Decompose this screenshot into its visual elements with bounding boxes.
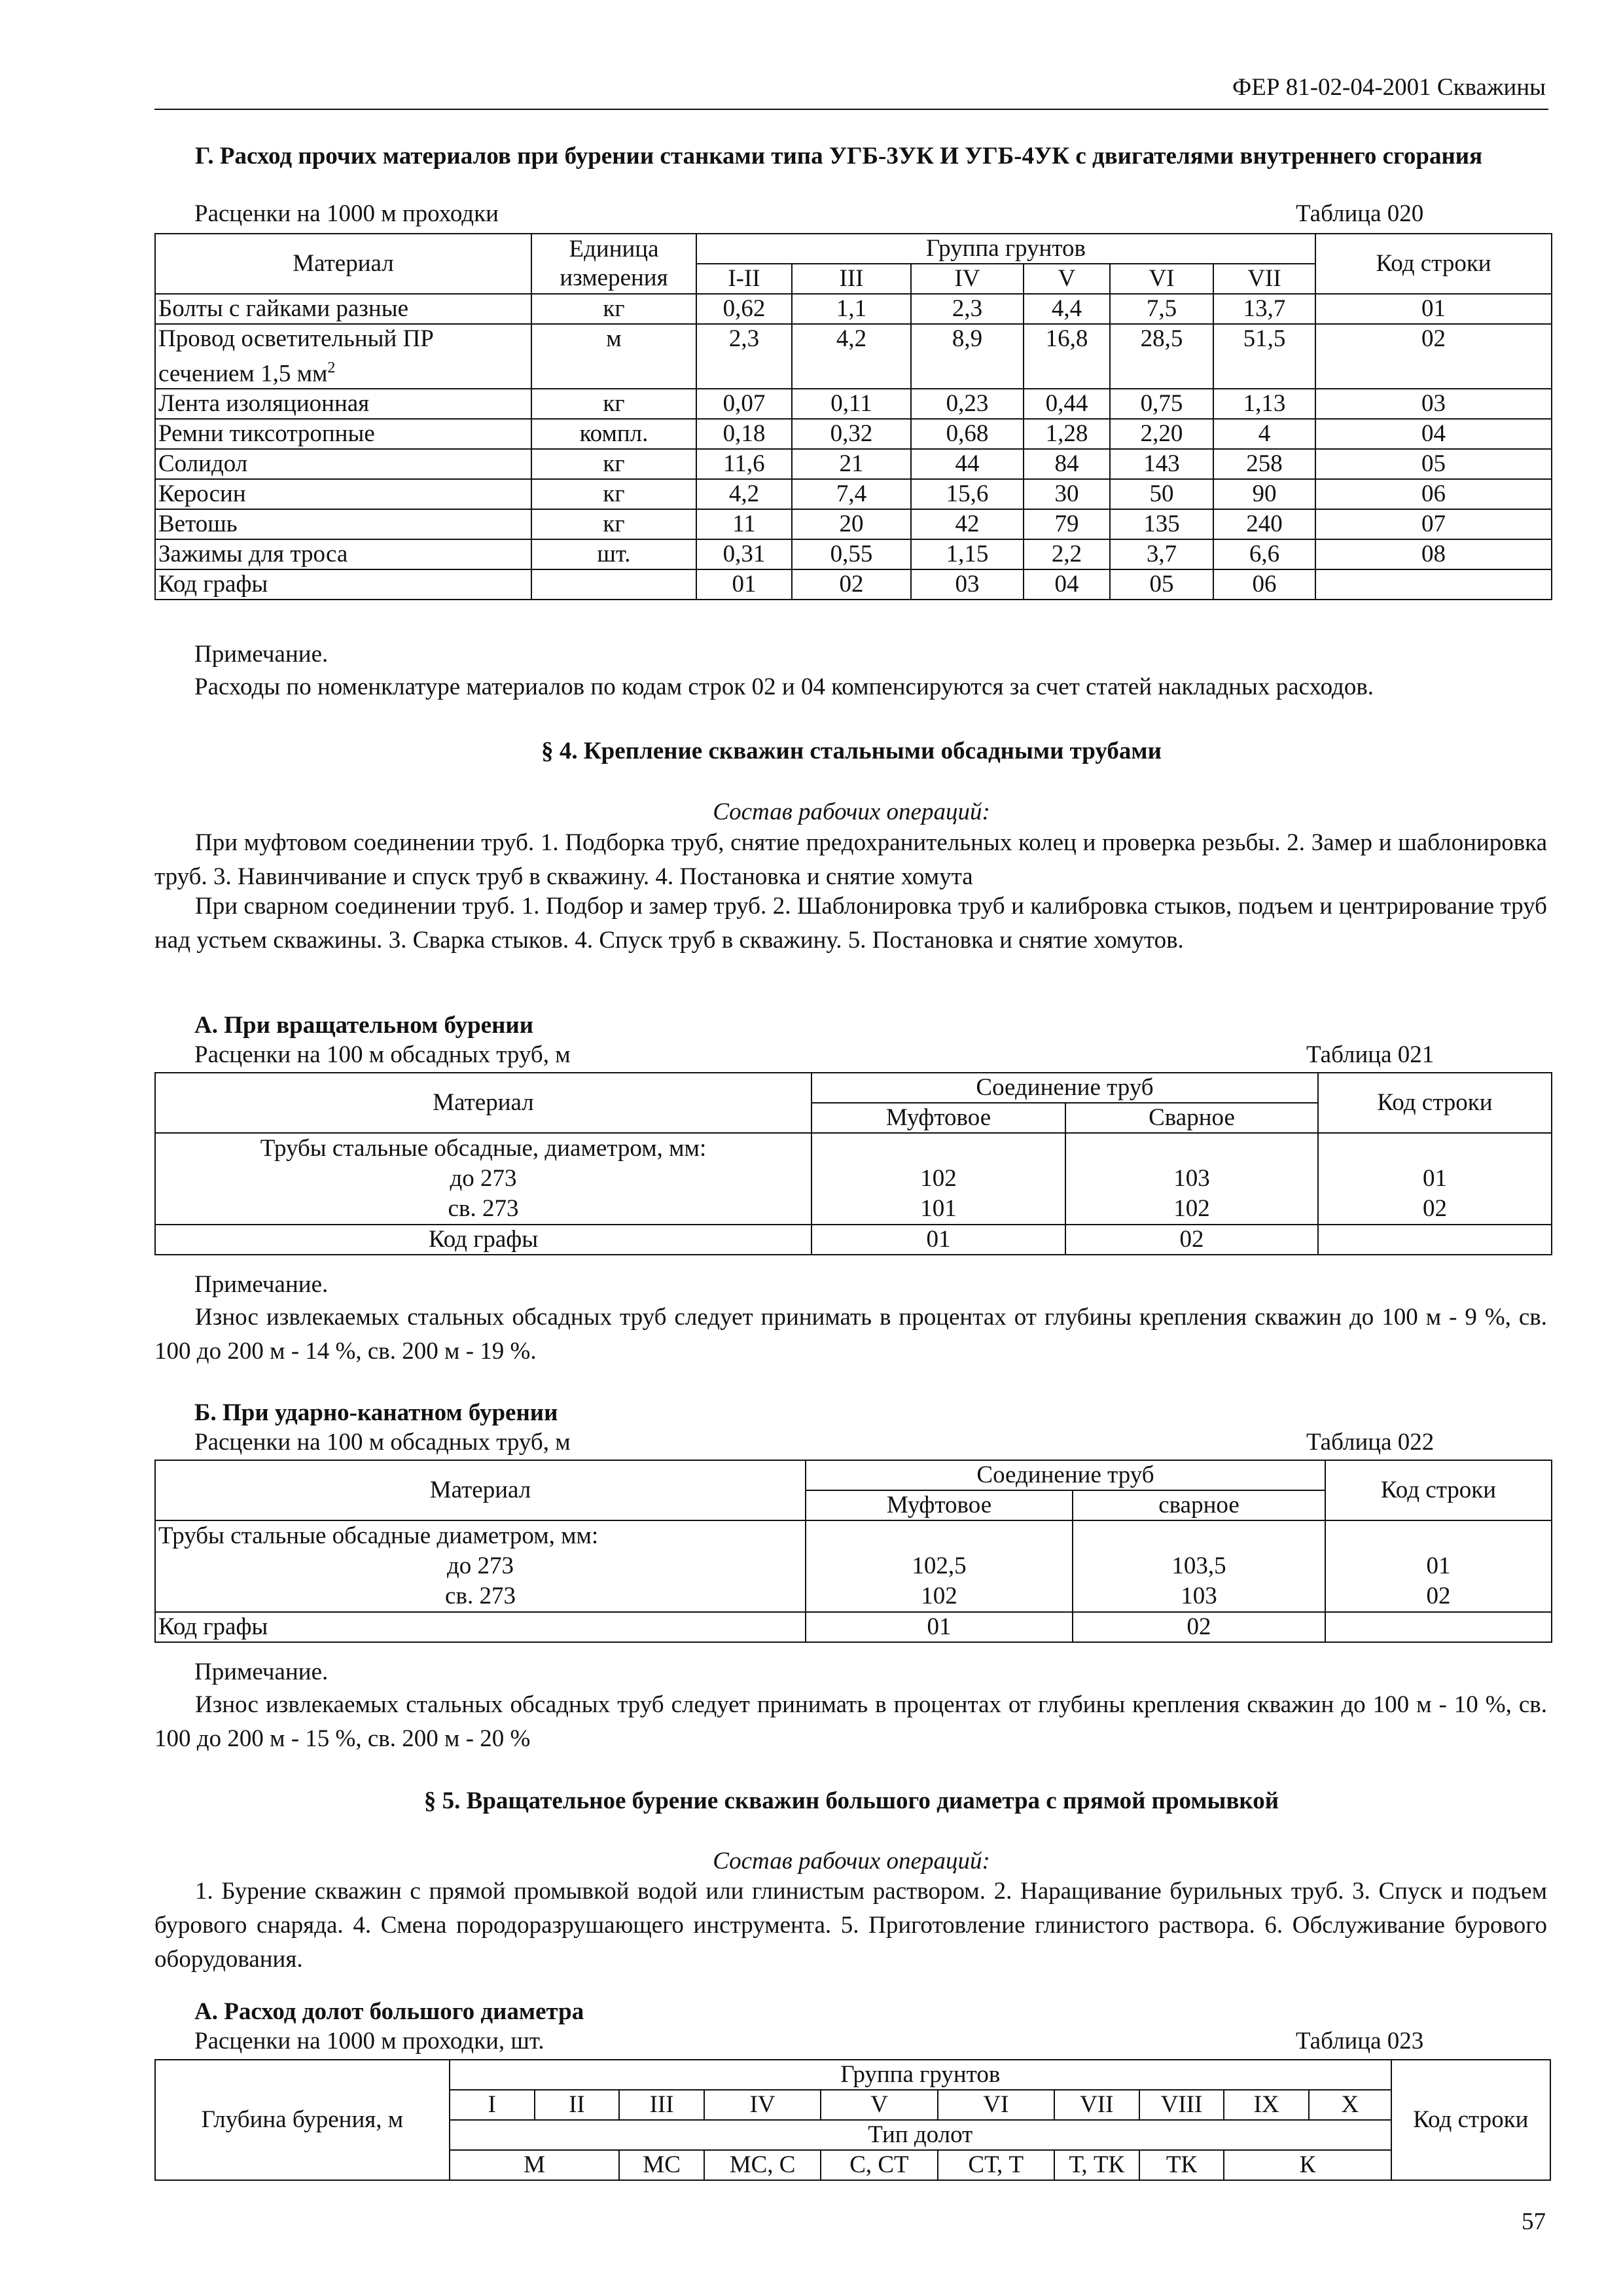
graph-code: 02 — [792, 569, 911, 600]
row-code: 01 — [1315, 294, 1552, 324]
row-code: 04 — [1315, 419, 1552, 449]
soil-group-header: X — [1309, 2090, 1391, 2120]
bit-type: М — [450, 2150, 619, 2180]
row-code: 03 — [1315, 389, 1552, 419]
material-name-text: Болты с гайками разные — [158, 295, 408, 322]
header-soil-group: Группа грунтов — [696, 234, 1315, 264]
consumption-value: 8,9 — [911, 324, 1024, 389]
consumption-value: 16,8 — [1024, 324, 1110, 389]
graph-code-label: Код графы — [155, 1612, 806, 1642]
consumption-value: 143 — [1110, 449, 1213, 479]
graph-code: 01 — [696, 569, 792, 600]
bit-type: К — [1224, 2150, 1391, 2180]
section-title-b: Б. При ударно-канатном бурении — [194, 1399, 558, 1426]
table-row — [155, 479, 1552, 509]
pipe-size: до 273 — [450, 1165, 517, 1192]
empty-cell — [531, 569, 696, 600]
graph-code: 03 — [911, 569, 1024, 600]
row-code: 07 — [1315, 509, 1552, 539]
note-text: Износ извлекаемых стальных обсадных труб следует принимать в процентах от глубины крепления скважин до 100 м - 10 %, св. 100 до 200 м - 15 %, св. 200 м - 20 % — [154, 1691, 1547, 1752]
header-material: Материал — [155, 1460, 806, 1520]
soil-group-header: I-II — [696, 264, 792, 294]
header-row-code: Код строки — [1325, 1460, 1552, 1520]
consumption-value: 2,3 — [696, 324, 792, 389]
graph-code: 02 — [1073, 1612, 1325, 1642]
pipe-size: св. 273 — [445, 1583, 516, 1609]
consumption-value: 0,23 — [911, 389, 1024, 419]
material-name-text: Лента изоляционная — [158, 390, 370, 418]
header-unit: Единица измерения — [531, 234, 696, 294]
consumption-value: 0,62 — [696, 294, 792, 324]
table-022 — [154, 1460, 1552, 1643]
header-rule — [154, 109, 1548, 110]
table-row — [155, 324, 1552, 389]
consumption-value: 0,31 — [696, 539, 792, 569]
value-welded: 103 — [1173, 1165, 1210, 1192]
rates-caption: Расценки на 1000 м проходки — [194, 200, 499, 227]
unit: шт. — [531, 539, 696, 569]
section-heading-4: § 4. Крепление скважин стальными обсадными трубами — [541, 738, 1162, 764]
table-021 — [154, 1072, 1552, 1255]
row-code: 08 — [1315, 539, 1552, 569]
consumption-value: 258 — [1213, 449, 1315, 479]
table-row — [155, 294, 1552, 324]
material-name-text: Ветошь — [158, 511, 238, 538]
table-023 — [154, 2059, 1551, 2181]
value-coupling: 101 — [920, 1195, 957, 1222]
row-code: 02 — [1423, 1195, 1448, 1222]
soil-group-header: IX — [1224, 2090, 1309, 2120]
consumption-value: 0,75 — [1110, 389, 1213, 419]
material-name-text: сечением 1,5 мм — [158, 360, 328, 387]
consumption-value: 11 — [696, 509, 792, 539]
row-code: 02 — [1315, 324, 1552, 389]
row-code: 05 — [1315, 449, 1552, 479]
material-name-text: Ремни тиксотропные — [158, 420, 375, 448]
consumption-value: 4,2 — [696, 479, 792, 509]
consumption-value: 2,3 — [911, 294, 1024, 324]
operations-paragraph-1: При муфтовом соединении труб. 1. Подборка труб, снятие предохранительных колец и проверка резьбы. 2. Замер и шаблонировка труб. 3. Навинчивание и спуск труб в скважину. 4. Постановка и снятие хомута — [154, 829, 1547, 890]
material-name-text: Провод осветительный ПР — [158, 325, 434, 352]
soil-group-header: VII — [1054, 2090, 1139, 2120]
consumption-value: 90 — [1213, 479, 1315, 509]
unit: кг — [531, 479, 696, 509]
header-bit-type: Тип долот — [450, 2120, 1391, 2150]
consumption-value: 3,7 — [1110, 539, 1213, 569]
consumption-value: 0,68 — [911, 419, 1024, 449]
soil-group-header: VI — [1110, 264, 1213, 294]
bit-type: МС, С — [704, 2150, 821, 2180]
superscript: 2 — [327, 359, 336, 376]
soil-group-header: VIII — [1139, 2090, 1224, 2120]
material-name-text: Керосин — [158, 480, 246, 508]
value-welded: 103,5 — [1171, 1552, 1226, 1579]
consumption-value: 2,20 — [1110, 419, 1213, 449]
note-label: Примечание. — [194, 1659, 329, 1685]
soil-group-header: II — [535, 2090, 620, 2120]
row-code: 01 — [1426, 1552, 1451, 1579]
consumption-value: 7,5 — [1110, 294, 1213, 324]
soil-group-header: III — [792, 264, 911, 294]
header-connection: Соединение труб — [806, 1460, 1325, 1490]
soil-group-header: IV — [911, 264, 1024, 294]
table-number: Таблица 020 — [1296, 200, 1424, 227]
consumption-value: 13,7 — [1213, 294, 1315, 324]
table-number: Таблица 022 — [1306, 1429, 1435, 1456]
page-number: 57 — [1522, 2208, 1546, 2235]
row-code: 02 — [1426, 1583, 1451, 1609]
header-coupling: Муфтовое — [806, 1490, 1073, 1520]
graph-code: 01 — [806, 1612, 1073, 1642]
rates-caption: Расценки на 100 м обсадных труб, м — [194, 1041, 571, 1068]
unit: кг — [531, 294, 696, 324]
consumption-value: 20 — [792, 509, 911, 539]
header-row-code: Код строки — [1391, 2060, 1550, 2180]
consumption-value: 50 — [1110, 479, 1213, 509]
material-name-text: Зажимы для троса — [158, 541, 348, 568]
operations-paragraph-2: При сварном соединении труб. 1. Подбор и замер труб. 2. Шаблонировка труб и калибровка стыков, подъем и центрирование труб над устьем скважины. 3. Сварка стыков. 4. Спуск труб в скважину. 5. Постановка и снятие хомутов. — [154, 893, 1547, 954]
header-material: Материал — [155, 234, 531, 294]
consumption-value: 84 — [1024, 449, 1110, 479]
value-coupling: 102 — [921, 1583, 957, 1609]
material-name — [155, 294, 531, 324]
unit: компл. — [531, 419, 696, 449]
consumption-value: 1,15 — [911, 539, 1024, 569]
table-row — [155, 419, 1552, 449]
graph-code: 02 — [1065, 1225, 1318, 1255]
value-welded: 102 — [1173, 1195, 1210, 1222]
note-text: Износ извлекаемых стальных обсадных труб следует принимать в процентах от глубины крепления скважин до 100 м - 9 %, св. 100 до 200 м - 14 %, св. 200 м - 19 %. — [154, 1304, 1547, 1365]
soil-group-header: V — [1024, 264, 1110, 294]
graph-code: 01 — [812, 1225, 1065, 1255]
graph-code: 05 — [1110, 569, 1213, 600]
section-title-a2: А. Расход долот большого диаметра — [194, 1998, 584, 2025]
value-welded: 103 — [1181, 1583, 1217, 1609]
material-name — [155, 389, 531, 419]
section-title-g: Г. Расход прочих материалов при бурении станками типа УГБ-3УК И УГБ-4УК с двигателями внутреннего сгорания — [195, 143, 1483, 170]
consumption-value: 0,11 — [792, 389, 911, 419]
header-row-code: Код строки — [1315, 234, 1552, 294]
material-name — [155, 419, 531, 449]
header-row-code: Код строки — [1318, 1073, 1552, 1133]
unit: кг — [531, 449, 696, 479]
header-coupling: Муфтовое — [812, 1103, 1065, 1133]
header-welded: сварное — [1073, 1490, 1325, 1520]
section-heading-5: § 5. Вращательное бурение скважин большого диаметра с прямой промывкой — [423, 1787, 1279, 1814]
graph-code-label: Код графы — [155, 1225, 812, 1255]
unit: м — [531, 324, 696, 389]
operations-title: Состав рабочих операций: — [713, 798, 990, 825]
bit-type: ТК — [1139, 2150, 1224, 2180]
material-name — [155, 539, 531, 569]
bit-type: С, СТ — [821, 2150, 937, 2180]
table-row — [155, 509, 1552, 539]
consumption-value: 4,4 — [1024, 294, 1110, 324]
operations-title: Состав рабочих операций: — [713, 1848, 990, 1874]
consumption-value: 44 — [911, 449, 1024, 479]
rates-caption: Расценки на 100 м обсадных труб, м — [194, 1429, 571, 1456]
soil-group-header: I — [450, 2090, 535, 2120]
consumption-value: 4 — [1213, 419, 1315, 449]
consumption-value: 15,6 — [911, 479, 1024, 509]
rates-caption: Расценки на 1000 м проходки, шт. — [194, 2028, 544, 2054]
soil-group-header: IV — [704, 2090, 821, 2120]
bit-type: МС — [619, 2150, 704, 2180]
consumption-value: 1,28 — [1024, 419, 1110, 449]
pipe-size: св. 273 — [448, 1195, 519, 1222]
consumption-value: 21 — [792, 449, 911, 479]
pipe-item: Трубы стальные обсадные диаметром, мм: — [158, 1522, 599, 1549]
note-label: Примечание. — [194, 1271, 329, 1298]
material-name — [155, 479, 531, 509]
table-row — [155, 389, 1552, 419]
consumption-value: 7,4 — [792, 479, 911, 509]
consumption-value: 0,55 — [792, 539, 911, 569]
unit: кг — [531, 389, 696, 419]
consumption-value: 135 — [1110, 509, 1213, 539]
pipe-item: Трубы стальные обсадные, диаметром, мм: — [260, 1135, 707, 1162]
note-label: Примечание. — [194, 641, 329, 668]
header-connection: Соединение труб — [812, 1073, 1318, 1103]
row-code: 06 — [1315, 479, 1552, 509]
note-text: Расходы по номенклатуре материалов по кодам строк 02 и 04 компенсируются за счет статей накладных расходов. — [194, 673, 1374, 700]
consumption-value: 30 — [1024, 479, 1110, 509]
consumption-value: 0,18 — [696, 419, 792, 449]
table-row — [155, 569, 1552, 600]
graph-code: 04 — [1024, 569, 1110, 600]
material-name — [155, 324, 531, 389]
table-row — [155, 449, 1552, 479]
consumption-value: 42 — [911, 509, 1024, 539]
row-code: 01 — [1423, 1165, 1448, 1192]
consumption-value: 0,07 — [696, 389, 792, 419]
consumption-value: 2,2 — [1024, 539, 1110, 569]
header-material: Материал — [155, 1073, 812, 1133]
operations-paragraph: 1. Бурение скважин с прямой промывкой водой или глинистым раствором. 2. Наращивание бурильных труб. 3. Спуск и подъем бурового снаряда. 4. Смена породоразрушающего инструмента. 5. Приготовление глинистого раствора. 6. Обслуживание бурового оборудования. — [154, 1878, 1547, 1973]
header-depth: Глубина бурения, м — [155, 2060, 450, 2180]
material-name — [155, 509, 531, 539]
consumption-value: 0,44 — [1024, 389, 1110, 419]
soil-group-header: III — [619, 2090, 704, 2120]
material-name-text: Солидол — [158, 450, 248, 478]
running-header: ФЕР 81-02-04-2001 Скважины — [1232, 74, 1546, 101]
value-coupling: 102 — [920, 1165, 957, 1192]
graph-code-label: Код графы — [155, 569, 531, 600]
consumption-value: 1,13 — [1213, 389, 1315, 419]
table-number: Таблица 023 — [1296, 2028, 1424, 2054]
section-title-a: А. При вращательном бурении — [194, 1012, 534, 1039]
pipe-size: до 273 — [446, 1552, 514, 1579]
consumption-value: 11,6 — [696, 449, 792, 479]
material-name — [155, 449, 531, 479]
unit: кг — [531, 509, 696, 539]
consumption-value: 6,6 — [1213, 539, 1315, 569]
table-row — [155, 539, 1552, 569]
soil-group-header: VII — [1213, 264, 1315, 294]
consumption-value: 240 — [1213, 509, 1315, 539]
empty-cell — [1315, 569, 1552, 600]
consumption-value: 28,5 — [1110, 324, 1213, 389]
consumption-value: 79 — [1024, 509, 1110, 539]
soil-group-header: V — [821, 2090, 937, 2120]
table-number: Таблица 021 — [1306, 1041, 1435, 1068]
bit-type: СТ, Т — [938, 2150, 1054, 2180]
table-020 — [154, 233, 1552, 600]
consumption-value: 51,5 — [1213, 324, 1315, 389]
graph-code: 06 — [1213, 569, 1315, 600]
bit-type: Т, ТК — [1054, 2150, 1139, 2180]
consumption-value: 0,32 — [792, 419, 911, 449]
value-coupling: 102,5 — [912, 1552, 967, 1579]
soil-group-header: VI — [938, 2090, 1054, 2120]
header-welded: Сварное — [1065, 1103, 1318, 1133]
consumption-value: 4,2 — [792, 324, 911, 389]
header-soil-group: Группа грунтов — [450, 2060, 1391, 2090]
consumption-value: 1,1 — [792, 294, 911, 324]
